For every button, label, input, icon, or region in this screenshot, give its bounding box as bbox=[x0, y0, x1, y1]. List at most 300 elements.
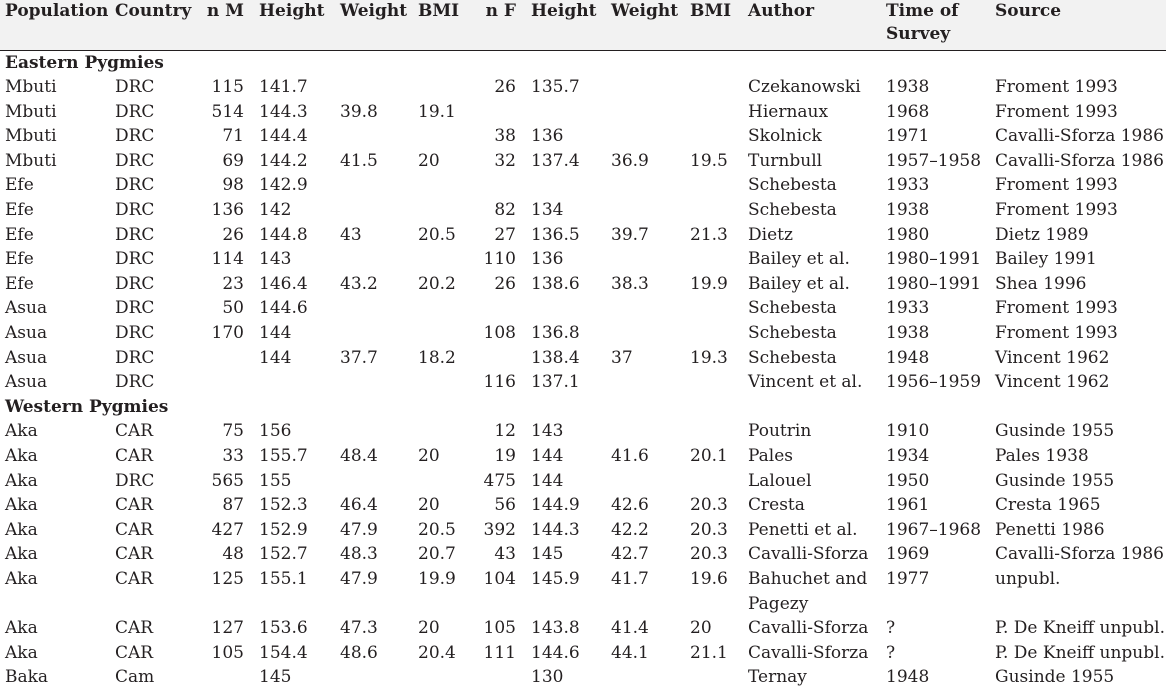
cell-bmi-female bbox=[685, 469, 743, 494]
table-row bbox=[0, 567, 1166, 616]
cell-bmi-male: 18.2 bbox=[418, 347, 456, 368]
cell-population: Asua bbox=[5, 372, 48, 393]
cell-height-female: 136.8 bbox=[531, 323, 580, 344]
cell-author: Bailey et al. bbox=[748, 273, 850, 294]
cell-population: Mbuti bbox=[5, 101, 57, 122]
cell-height-male: 144.2 bbox=[259, 150, 308, 171]
cell-height-female: 136.5 bbox=[531, 224, 580, 245]
cell-source: Shea 1996 bbox=[995, 273, 1087, 294]
cell-height-male: 144.6 bbox=[259, 298, 308, 319]
column-header-weight-male: Weight bbox=[335, 0, 413, 50]
cell-n-male: 115 bbox=[211, 77, 244, 98]
cell-country: DRC bbox=[115, 200, 155, 221]
cell-weight-female: 41.7 bbox=[611, 568, 649, 589]
cell-height-female: 144 bbox=[531, 470, 564, 491]
cell-n-male: 75 bbox=[222, 421, 244, 442]
cell-country: DRC bbox=[115, 150, 155, 171]
cell-weight-female: 36.9 bbox=[611, 150, 649, 171]
column-header-population: Population bbox=[0, 0, 110, 50]
cell-author: Turnbull bbox=[748, 150, 823, 171]
cell-author: Schebesta bbox=[748, 175, 837, 196]
cell-country: CAR bbox=[115, 568, 154, 589]
cell-weight-male: 48.6 bbox=[340, 642, 378, 663]
cell-weight-female: 42.7 bbox=[611, 544, 649, 565]
cell-height-male: 154.4 bbox=[259, 642, 308, 663]
cell-n-female: 104 bbox=[483, 568, 516, 589]
cell-time-of-survey: 1971 bbox=[886, 126, 930, 147]
cell-bmi-male: 20.7 bbox=[418, 544, 456, 565]
cell-weight-female bbox=[606, 198, 685, 223]
cell-author: Penetti et al. bbox=[748, 519, 858, 540]
table-row bbox=[0, 100, 1166, 125]
cell-bmi-female: 20.1 bbox=[690, 446, 728, 466]
column-header-weight-female: Weight bbox=[606, 0, 685, 50]
cell-country: CAR bbox=[115, 544, 154, 565]
cell-weight-male: 47.3 bbox=[340, 618, 378, 639]
cell-country: CAR bbox=[115, 618, 154, 639]
cell-country: DRC bbox=[115, 126, 155, 147]
cell-height-male: 153.6 bbox=[259, 618, 308, 639]
cell-n-female: 27 bbox=[494, 224, 516, 245]
table-row bbox=[0, 124, 1166, 149]
cell-population: Asua bbox=[5, 323, 48, 344]
cell-bmi-female: 19.3 bbox=[690, 347, 728, 368]
cell-country: DRC bbox=[115, 470, 155, 491]
cell-author: Czekanowski bbox=[748, 77, 861, 98]
cell-bmi-female: 19.6 bbox=[690, 568, 728, 589]
cell-source: P. De Kneiff unpubl. bbox=[995, 642, 1165, 663]
cell-weight-male: 39.8 bbox=[340, 101, 378, 122]
cell-source: Penetti 1986 bbox=[995, 519, 1105, 540]
cell-time-of-survey: 1934 bbox=[886, 446, 930, 466]
table-row bbox=[0, 247, 1166, 272]
cell-weight-female: 44.1 bbox=[611, 642, 649, 663]
cell-population: Aka bbox=[5, 642, 38, 663]
cell-source: Gusinde 1955 bbox=[995, 667, 1115, 688]
table-row bbox=[0, 370, 1166, 395]
cell-author: Cavalli-Sforza bbox=[748, 544, 869, 565]
cell-author: Bahuchet and Pagezy bbox=[748, 568, 868, 614]
cell-bmi-female bbox=[685, 665, 743, 690]
section-heading: Eastern Pygmies bbox=[5, 52, 164, 73]
cell-height-female: 136 bbox=[531, 126, 564, 147]
cell-country: CAR bbox=[115, 642, 154, 663]
table-row bbox=[0, 518, 1166, 543]
cell-n-female: 19 bbox=[494, 446, 516, 466]
cell-bmi-male: 19.1 bbox=[418, 101, 456, 122]
cell-source: Cavalli-Sforza 1986 bbox=[995, 150, 1164, 171]
cell-weight-male bbox=[335, 321, 413, 346]
cell-n-male: 127 bbox=[211, 618, 244, 639]
cell-population: Mbuti bbox=[5, 77, 57, 98]
cell-time-of-survey: 1933 bbox=[886, 175, 930, 196]
cell-n-male: 26 bbox=[222, 224, 244, 245]
cell-weight-male bbox=[335, 419, 413, 444]
cell-weight-male: 47.9 bbox=[340, 568, 378, 589]
cell-weight-female bbox=[606, 469, 685, 494]
cell-n-female: 38 bbox=[494, 126, 516, 147]
cell-country: DRC bbox=[115, 224, 155, 245]
cell-population: Efe bbox=[5, 224, 34, 245]
cell-author: Schebesta bbox=[748, 347, 837, 368]
cell-source: unpubl. bbox=[995, 568, 1061, 589]
cell-height-female: 145 bbox=[531, 544, 564, 565]
cell-author: Dietz bbox=[748, 224, 793, 245]
table-row bbox=[0, 641, 1166, 666]
cell-population: Efe bbox=[5, 249, 34, 270]
cell-population: Asua bbox=[5, 347, 48, 368]
cell-height-male: 145 bbox=[259, 667, 292, 688]
cell-country: CAR bbox=[115, 519, 154, 540]
cell-height-female: 134 bbox=[531, 200, 564, 221]
cell-height-male: 142 bbox=[259, 200, 292, 221]
table-header bbox=[0, 0, 1166, 50]
cell-author: Schebesta bbox=[748, 200, 837, 221]
cell-bmi-female: 20.3 bbox=[690, 544, 728, 565]
cell-time-of-survey: ? bbox=[886, 642, 896, 663]
cell-height-male: 144.4 bbox=[259, 126, 308, 147]
cell-author: Cresta bbox=[748, 495, 805, 516]
cell-height-female: 137.4 bbox=[531, 150, 580, 171]
cell-n-female bbox=[468, 346, 526, 371]
cell-author: Cavalli-Sforza bbox=[748, 642, 869, 663]
cell-source: P. De Kneiff unpubl. bbox=[995, 618, 1165, 639]
cell-population: Aka bbox=[5, 446, 38, 466]
cell-bmi-female: 20.3 bbox=[690, 495, 728, 516]
cell-author: Poutrin bbox=[748, 421, 812, 442]
cell-source: Gusinde 1955 bbox=[995, 421, 1115, 442]
cell-weight-male bbox=[335, 469, 413, 494]
cell-n-male: 69 bbox=[222, 150, 244, 171]
cell-height-female: 138.4 bbox=[531, 347, 580, 368]
cell-bmi-female bbox=[685, 370, 743, 395]
cell-n-female: 116 bbox=[483, 372, 516, 393]
cell-source: Froment 1993 bbox=[995, 101, 1118, 122]
table-row bbox=[0, 542, 1166, 567]
table-row bbox=[0, 75, 1166, 100]
cell-n-male: 105 bbox=[211, 642, 244, 663]
cell-weight-female: 41.6 bbox=[611, 446, 649, 466]
cell-bmi-male bbox=[413, 296, 468, 321]
cell-bmi-male: 20.5 bbox=[418, 519, 456, 540]
cell-height-male: 155 bbox=[259, 470, 292, 491]
cell-country: DRC bbox=[115, 101, 155, 122]
cell-height-female: 145.9 bbox=[531, 568, 580, 589]
cell-bmi-male bbox=[413, 173, 468, 198]
cell-n-female: 110 bbox=[483, 249, 516, 270]
cell-population: Aka bbox=[5, 421, 38, 442]
cell-bmi-male bbox=[413, 370, 468, 395]
cell-weight-female bbox=[606, 321, 685, 346]
cell-author: Hiernaux bbox=[748, 101, 829, 122]
cell-height-male: 144.3 bbox=[259, 101, 308, 122]
cell-source: Cresta 1965 bbox=[995, 495, 1101, 516]
cell-bmi-male: 20.2 bbox=[418, 273, 456, 294]
cell-weight-male: 46.4 bbox=[340, 495, 378, 516]
cell-n-male: 114 bbox=[211, 249, 244, 270]
cell-population: Aka bbox=[5, 470, 38, 491]
cell-time-of-survey: 1950 bbox=[886, 470, 930, 491]
cell-time-of-survey: 1977 bbox=[886, 568, 930, 589]
cell-weight-male: 37.7 bbox=[340, 347, 378, 368]
cell-country: DRC bbox=[115, 273, 155, 294]
cell-bmi-male bbox=[413, 247, 468, 272]
column-header-author: Author bbox=[743, 0, 881, 50]
table-row bbox=[0, 616, 1166, 641]
cell-height-female: 144.3 bbox=[531, 519, 580, 540]
cell-author: Pales bbox=[748, 446, 794, 466]
cell-height-male: 156 bbox=[259, 421, 292, 442]
cell-n-female: 82 bbox=[494, 200, 516, 221]
table-row bbox=[0, 493, 1166, 518]
table-row bbox=[0, 321, 1166, 346]
cell-bmi-male bbox=[413, 419, 468, 444]
cell-time-of-survey: 1980 bbox=[886, 224, 930, 245]
cell-time-of-survey: 1938 bbox=[886, 77, 930, 98]
cell-weight-male bbox=[335, 75, 413, 100]
table-row bbox=[0, 223, 1166, 248]
cell-n-male: 48 bbox=[222, 544, 244, 565]
cell-n-female: 111 bbox=[483, 642, 516, 663]
cell-source: Dietz 1989 bbox=[995, 224, 1089, 245]
cell-weight-male bbox=[335, 124, 413, 149]
table-body bbox=[0, 50, 1166, 690]
cell-time-of-survey: 1968 bbox=[886, 101, 930, 122]
cell-height-male: 144 bbox=[259, 323, 292, 344]
cell-source: Gusinde 1955 bbox=[995, 470, 1115, 491]
cell-height-male: 143 bbox=[259, 249, 292, 270]
cell-height-male: 152.7 bbox=[259, 544, 308, 565]
table-row bbox=[0, 346, 1166, 371]
cell-n-male: 136 bbox=[211, 200, 244, 221]
cell-population: Asua bbox=[5, 298, 48, 319]
cell-time-of-survey: 1956–1959 bbox=[886, 372, 982, 393]
cell-height-female: 130 bbox=[531, 667, 564, 688]
cell-n-male: 565 bbox=[211, 470, 244, 491]
cell-author: Cavalli-Sforza bbox=[748, 618, 869, 639]
cell-time-of-survey: 1910 bbox=[886, 421, 930, 442]
cell-n-female: 56 bbox=[494, 495, 516, 516]
column-header-bmi-female: BMI bbox=[685, 0, 743, 50]
table-row bbox=[0, 296, 1166, 321]
cell-weight-female bbox=[606, 173, 685, 198]
cell-height-female bbox=[526, 296, 606, 321]
cell-n-female: 105 bbox=[483, 618, 516, 639]
cell-n-female: 32 bbox=[494, 150, 516, 171]
column-header-n-female: n F bbox=[468, 0, 526, 50]
section-row bbox=[0, 395, 1166, 420]
cell-n-male: 98 bbox=[222, 175, 244, 196]
header-row bbox=[0, 0, 1166, 50]
column-header-n-male: n M bbox=[197, 0, 254, 50]
cell-n-male: 87 bbox=[222, 495, 244, 516]
cell-bmi-female bbox=[685, 124, 743, 149]
cell-population: Mbuti bbox=[5, 126, 57, 147]
section-heading: Western Pygmies bbox=[5, 396, 169, 417]
cell-author: Schebesta bbox=[748, 298, 837, 319]
table-row bbox=[0, 469, 1166, 494]
table-row bbox=[0, 198, 1166, 223]
cell-bmi-male bbox=[413, 75, 468, 100]
table-row bbox=[0, 419, 1166, 444]
cell-population: Aka bbox=[5, 618, 38, 639]
cell-bmi-male bbox=[413, 321, 468, 346]
cell-bmi-male bbox=[413, 124, 468, 149]
cell-n-male: 71 bbox=[222, 126, 244, 147]
table-row bbox=[0, 665, 1166, 690]
column-header-height-female: Height bbox=[526, 0, 606, 50]
cell-source: Bailey 1991 bbox=[995, 249, 1097, 270]
cell-bmi-female bbox=[685, 198, 743, 223]
cell-weight-male: 48.4 bbox=[340, 446, 378, 466]
cell-height-male: 144.8 bbox=[259, 224, 308, 245]
cell-n-female: 108 bbox=[483, 323, 516, 344]
cell-bmi-female bbox=[685, 247, 743, 272]
column-header-source: Source bbox=[990, 0, 1166, 50]
cell-time-of-survey: 1938 bbox=[886, 323, 930, 344]
cell-time-of-survey: 1957–1958 bbox=[886, 150, 982, 171]
cell-n-male: 50 bbox=[222, 298, 244, 319]
cell-country: DRC bbox=[115, 77, 155, 98]
cell-weight-male: 48.3 bbox=[340, 544, 378, 565]
cell-bmi-female bbox=[685, 296, 743, 321]
cell-height-female bbox=[526, 100, 606, 125]
cell-weight-male bbox=[335, 665, 413, 690]
cell-bmi-female: 19.5 bbox=[690, 150, 728, 171]
cell-n-female bbox=[468, 173, 526, 198]
cell-weight-female: 37 bbox=[611, 347, 633, 368]
cell-n-female bbox=[468, 100, 526, 125]
cell-n-male: 23 bbox=[222, 273, 244, 294]
cell-n-female: 12 bbox=[494, 421, 516, 442]
cell-author: Skolnick bbox=[748, 126, 822, 147]
cell-height-female: 144.6 bbox=[531, 642, 580, 663]
table-row bbox=[0, 444, 1166, 469]
cell-weight-female bbox=[606, 100, 685, 125]
cell-country: DRC bbox=[115, 323, 155, 344]
cell-n-male: 427 bbox=[211, 519, 244, 540]
cell-weight-female bbox=[606, 296, 685, 321]
cell-bmi-female bbox=[685, 75, 743, 100]
cell-time-of-survey: 1969 bbox=[886, 544, 930, 565]
cell-bmi-male bbox=[413, 198, 468, 223]
cell-weight-female bbox=[606, 247, 685, 272]
cell-height-female: 143 bbox=[531, 421, 564, 442]
cell-bmi-male: 20 bbox=[418, 446, 440, 466]
cell-source: Froment 1993 bbox=[995, 175, 1118, 196]
column-header-bmi-male: BMI bbox=[413, 0, 468, 50]
column-header-height-male: Height bbox=[254, 0, 335, 50]
cell-height-male bbox=[254, 370, 335, 395]
cell-bmi-male: 20.4 bbox=[418, 642, 456, 663]
cell-population: Efe bbox=[5, 175, 34, 196]
cell-population: Baka bbox=[5, 667, 49, 688]
cell-n-male bbox=[197, 370, 254, 395]
cell-height-male: 144 bbox=[259, 347, 292, 368]
cell-height-male: 142.9 bbox=[259, 175, 308, 196]
table-row bbox=[0, 173, 1166, 198]
cell-weight-male: 47.9 bbox=[340, 519, 378, 540]
cell-height-male: 146.4 bbox=[259, 273, 308, 294]
cell-source: Froment 1993 bbox=[995, 298, 1118, 319]
cell-height-male: 155.7 bbox=[259, 446, 308, 466]
cell-n-female bbox=[468, 665, 526, 690]
cell-height-female: 136 bbox=[531, 249, 564, 270]
section-row bbox=[0, 50, 1166, 75]
cell-bmi-female bbox=[685, 419, 743, 444]
cell-source: Froment 1993 bbox=[995, 323, 1118, 344]
cell-bmi-female bbox=[685, 173, 743, 198]
cell-bmi-male: 20 bbox=[418, 618, 440, 639]
cell-weight-female bbox=[606, 370, 685, 395]
cell-time-of-survey: ? bbox=[886, 618, 896, 639]
cell-source: Cavalli-Sforza 1986 bbox=[995, 126, 1164, 147]
cell-bmi-female bbox=[685, 100, 743, 125]
cell-weight-male bbox=[335, 247, 413, 272]
cell-height-female: 137.1 bbox=[531, 372, 580, 393]
cell-time-of-survey: 1938 bbox=[886, 200, 930, 221]
cell-bmi-male: 19.9 bbox=[418, 568, 456, 589]
cell-weight-female bbox=[606, 124, 685, 149]
cell-weight-female: 41.4 bbox=[611, 618, 649, 639]
cell-n-male: 125 bbox=[211, 568, 244, 589]
cell-weight-male: 41.5 bbox=[340, 150, 378, 171]
cell-source: Froment 1993 bbox=[995, 200, 1118, 221]
cell-weight-female bbox=[606, 75, 685, 100]
cell-bmi-male: 20.5 bbox=[418, 224, 456, 245]
cell-time-of-survey: 1948 bbox=[886, 347, 930, 368]
cell-weight-female bbox=[606, 665, 685, 690]
cell-height-female: 144 bbox=[531, 446, 564, 466]
cell-weight-male: 43 bbox=[340, 224, 362, 245]
cell-height-female: 143.8 bbox=[531, 618, 580, 639]
cell-time-of-survey: 1967–1968 bbox=[886, 519, 982, 540]
cell-height-female: 135.7 bbox=[531, 77, 580, 98]
cell-weight-female bbox=[606, 419, 685, 444]
cell-author: Vincent et al. bbox=[748, 372, 863, 393]
cell-time-of-survey: 1948 bbox=[886, 667, 930, 688]
cell-height-male: 152.3 bbox=[259, 495, 308, 516]
cell-n-female: 26 bbox=[494, 273, 516, 294]
cell-population: Aka bbox=[5, 519, 38, 540]
cell-country: CAR bbox=[115, 421, 154, 442]
column-header-time-of-survey: Time of Survey bbox=[881, 0, 990, 50]
cell-weight-male: 43.2 bbox=[340, 273, 378, 294]
cell-bmi-female: 20 bbox=[690, 618, 712, 639]
cell-population: Efe bbox=[5, 200, 34, 221]
cell-n-male bbox=[197, 665, 254, 690]
cell-time-of-survey: 1961 bbox=[886, 495, 930, 516]
cell-country: DRC bbox=[115, 347, 155, 368]
cell-time-of-survey: 1980–1991 bbox=[886, 273, 982, 294]
cell-weight-male bbox=[335, 198, 413, 223]
cell-bmi-female: 21.1 bbox=[690, 642, 728, 663]
cell-author: Schebesta bbox=[748, 323, 837, 344]
cell-height-male: 152.9 bbox=[259, 519, 308, 540]
column-header-country: Country bbox=[110, 0, 197, 50]
cell-weight-male bbox=[335, 370, 413, 395]
cell-bmi-female: 20.3 bbox=[690, 519, 728, 540]
cell-weight-female: 39.7 bbox=[611, 224, 649, 245]
cell-n-female: 392 bbox=[483, 519, 516, 540]
cell-height-female bbox=[526, 173, 606, 198]
cell-height-male: 141.7 bbox=[259, 77, 308, 98]
cell-country: DRC bbox=[115, 298, 155, 319]
cell-bmi-male: 20 bbox=[418, 495, 440, 516]
cell-weight-female: 42.6 bbox=[611, 495, 649, 516]
cell-source: Pales 1938 bbox=[995, 446, 1089, 466]
cell-bmi-male: 20 bbox=[418, 150, 440, 171]
